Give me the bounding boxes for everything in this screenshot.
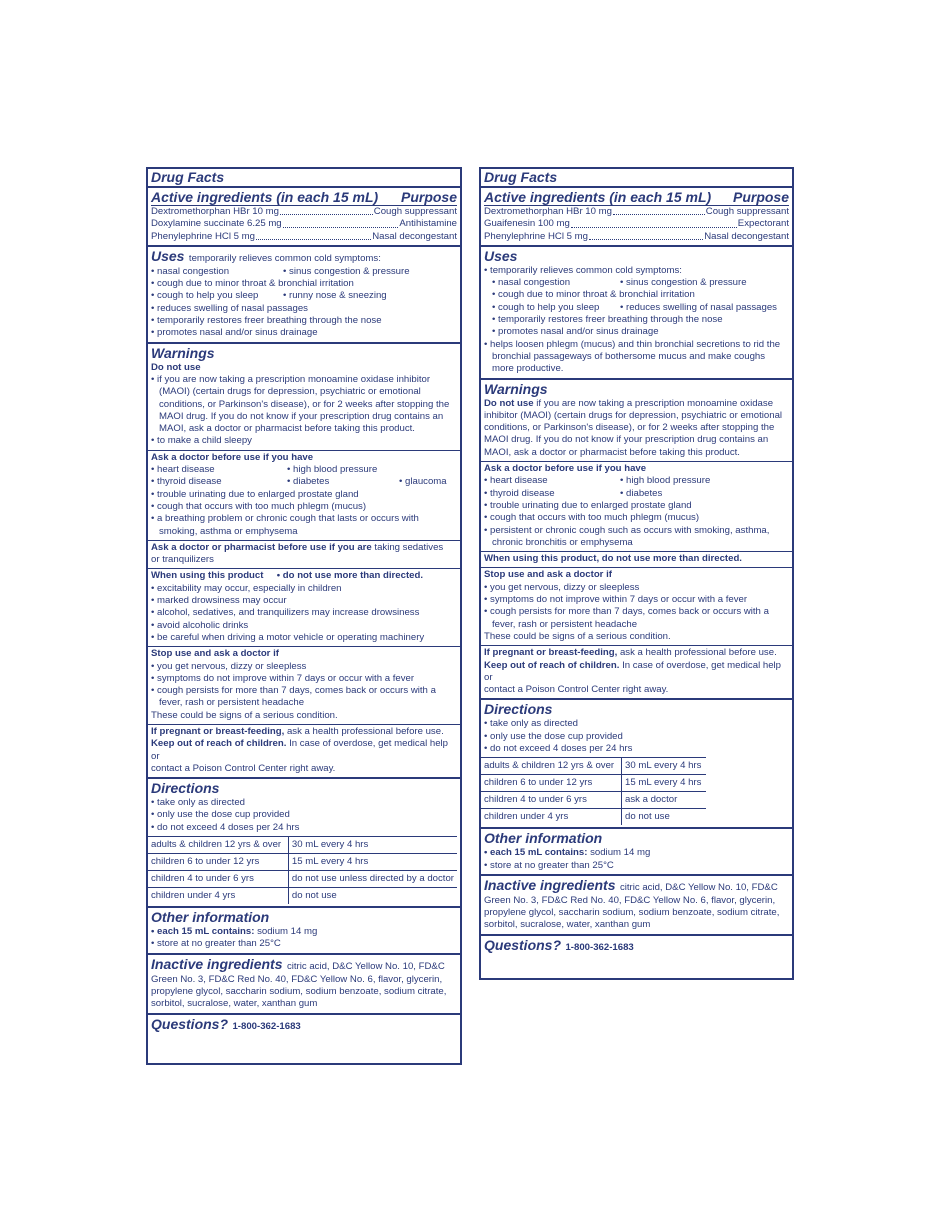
table-cell: 30 mL every 4 hrs — [288, 837, 457, 854]
list-item: • store at no greater than 25°C — [151, 938, 281, 950]
other-info-header: Other information — [151, 909, 270, 926]
questions-phone: 1-800-362-1683 — [232, 1020, 301, 1032]
list-item: • symptoms do not improve within 7 days or occur with a fever — [484, 594, 748, 606]
keep-out-text-2: contact a Poison Control Center right away. — [484, 684, 669, 696]
list-item: • cough persists for more than 7 days, comes back or occurs with a — [484, 606, 769, 618]
table-cell: children 4 to under 6 yrs — [481, 792, 622, 809]
directions-table — [481, 757, 706, 825]
ask-row — [151, 464, 457, 476]
inactive-section — [148, 955, 460, 1015]
list-item: • only use the dose cup provided — [151, 809, 290, 821]
title-section — [148, 169, 460, 188]
list-item: • promotes nasal and/or sinus drainage — [492, 326, 659, 338]
list-item: • cough due to minor throat & bronchial irritation — [492, 289, 695, 301]
list-item: • cough to help you sleep — [492, 301, 600, 313]
list-item: MAOI, ask a doctor or pharmacist before taking this product. — [159, 423, 415, 435]
list-item: • heart disease — [484, 475, 548, 487]
pregnancy-section — [148, 725, 460, 779]
questions-label: Questions? — [151, 1015, 229, 1032]
list-item: • do not exceed 4 doses per 24 hrs — [151, 821, 300, 833]
do-not-use-text: if you are now taking a prescription monoamine oxidase — [536, 397, 774, 409]
list-item: • be careful when driving a motor vehicle or operating machinery — [151, 631, 425, 643]
do-not-use-heading: Do not use — [151, 361, 201, 373]
do-not-use-text: conditions, or Parkinson's disease), or for 2 weeks after stopping the — [484, 422, 775, 434]
list-item: These could be signs of a serious condition. — [151, 709, 338, 721]
directions-header: Directions — [151, 780, 220, 797]
ask-doctor-section — [148, 451, 460, 541]
inactive-text: Green No. 3, FD&C Red No. 40, FD&C Yellow No. 6, flavor, glycerin, — [151, 973, 443, 985]
list-item: smoking, asthma or emphysema — [159, 525, 298, 537]
keep-out-heading: Keep out of reach of children. — [484, 659, 620, 671]
table-cell: children under 4 yrs — [148, 888, 288, 905]
uses-header: Uses — [484, 247, 518, 264]
list-item: • temporarily relieves common cold symptoms: — [484, 264, 682, 276]
list-item: • diabetes — [287, 476, 330, 488]
other-info-section — [481, 829, 792, 876]
ingredient-name: Dextromethorphan HBr 10 mg — [484, 206, 612, 217]
active-ingredients-label: Active ingredients (in each 15 mL) — [151, 189, 379, 205]
warnings-header: Warnings — [484, 380, 548, 397]
keep-out-heading: Keep out of reach of children. — [151, 738, 287, 750]
inactive-text: Green No. 3, FD&C Red No. 40, FD&C Yellow No. 6, flavor, glycerin, — [484, 894, 776, 906]
panel-title: Drug Facts — [151, 169, 225, 185]
ingredient-name: Guaifenesin 100 mg — [484, 218, 570, 230]
table-cell: children under 4 yrs — [481, 809, 622, 826]
ingredient-row — [151, 231, 457, 243]
uses-pair-row — [151, 266, 457, 278]
other-info-bold: • each 15 mL contains: — [484, 847, 588, 859]
purpose-label: Purpose — [400, 189, 457, 205]
when-using-heading-2: • do not use more than directed. — [276, 570, 423, 582]
list-item: • trouble urinating due to enlarged prostate gland — [484, 499, 692, 511]
list-item: MAOI drug. If you do not know if your prescription drug contains an — [159, 410, 444, 422]
list-item: • to make a child sleepy — [151, 435, 252, 447]
table-cell: children 6 to under 12 yrs — [148, 854, 288, 871]
stop-use-heading: Stop use and ask a doctor if — [151, 648, 279, 660]
list-item: • take only as directed — [484, 718, 579, 730]
keep-out-text: In case of overdose, get medical help or — [151, 738, 449, 762]
ingredient-name: Phenylephrine HCl 5 mg — [151, 230, 255, 242]
ingredient-purpose: Nasal decongestant — [704, 230, 789, 242]
ingredient-purpose: Antihistamine — [399, 218, 457, 230]
table-cell: do not use — [622, 809, 707, 826]
list-item: • glaucoma — [399, 476, 447, 488]
list-item: • marked drowsiness may occur — [151, 595, 287, 607]
list-item: • sinus congestion & pressure — [283, 265, 410, 277]
table-cell: 30 mL every 4 hrs — [622, 758, 707, 775]
active-ingredients-label: Active ingredients (in each 15 mL) — [484, 189, 712, 205]
list-item: • cough persists for more than 7 days, comes back or occurs with a — [151, 685, 436, 697]
active-ingredients-section — [148, 188, 460, 247]
list-item: fever, rash or persistent headache — [492, 618, 638, 630]
inactive-text: citric acid, D&C Yellow No. 10, FD&C — [619, 881, 778, 893]
directions-table — [148, 836, 457, 904]
other-info-text: sodium 14 mg — [257, 926, 318, 938]
list-item: • you get nervous, dizzy or sleepless — [484, 581, 640, 593]
inactive-header: Inactive ingredients — [484, 876, 616, 893]
active-ingredients-section — [481, 188, 792, 247]
list-item: • do not exceed 4 doses per 24 hrs — [484, 742, 633, 754]
table-row — [481, 792, 706, 809]
ask-doctor-heading: Ask a doctor before use if you have — [151, 451, 314, 463]
when-using-section — [148, 569, 460, 647]
list-item: • runny nose & sneezing — [283, 290, 387, 302]
list-item: • thyroid disease — [484, 487, 555, 499]
table-row — [148, 871, 457, 888]
table-row — [148, 837, 457, 854]
pregnancy-text: ask a health professional before use. — [286, 725, 444, 737]
list-item: • cough to help you sleep — [151, 290, 259, 302]
list-item: • trouble urinating due to enlarged prostate gland — [151, 488, 359, 500]
ask-pharmacist-text-2: or tranquilizers — [151, 554, 214, 566]
do-not-use-heading: Do not use — [484, 397, 534, 409]
table-cell: adults & children 12 yrs & over — [481, 758, 622, 775]
questions-section — [148, 1015, 460, 1036]
list-item: fever, rash or persistent headache — [159, 697, 305, 709]
ask-pharmacist-section — [148, 541, 460, 570]
list-item: • high blood pressure — [287, 464, 378, 476]
other-info-section — [148, 908, 460, 955]
when-using-section — [481, 552, 792, 568]
ask-row — [484, 475, 789, 487]
list-item: • reduces swelling of nasal passages — [151, 302, 308, 314]
table-cell: do not use — [288, 888, 457, 905]
title-section — [481, 169, 792, 188]
ask-row — [151, 476, 457, 488]
drug-facts-panel-right — [479, 167, 794, 980]
active-ingredients-header — [151, 189, 457, 206]
inactive-text: sorbitol, sucralose, water, xanthan gum — [151, 998, 318, 1010]
table-row — [481, 758, 706, 775]
list-item: • cough due to minor throat & bronchial irritation — [151, 278, 354, 290]
list-item: • high blood pressure — [620, 475, 711, 487]
pregnancy-section — [481, 646, 792, 700]
ingredient-row — [151, 218, 457, 230]
table-cell: 15 mL every 4 hrs — [622, 775, 707, 792]
active-ingredients-header — [484, 189, 789, 206]
list-item: • thyroid disease — [151, 476, 222, 488]
ask-pharmacist-text: taking sedatives — [374, 541, 444, 553]
list-item: • if you are now taking a prescription monoamine oxidase inhibitor — [151, 373, 431, 385]
list-item: • sinus congestion & pressure — [620, 277, 747, 289]
list-item: • excitability may occur, especially in children — [151, 582, 342, 594]
uses-pair-row — [484, 277, 789, 289]
directions-section — [148, 779, 460, 908]
inactive-text: sorbitol, sucralose, water, xanthan gum — [484, 919, 651, 931]
list-item: • nasal congestion — [492, 277, 571, 289]
list-item: (MAOI) (certain drugs for depression, psychiatric or emotional — [159, 386, 421, 398]
list-item: conditions, or Parkinson's disease), or for 2 weeks after stopping the — [159, 398, 450, 410]
uses-header: Uses — [151, 247, 185, 264]
list-item: • store at no greater than 25°C — [484, 859, 614, 871]
table-cell: do not use unless directed by a doctor — [288, 871, 457, 888]
ingredient-purpose: Expectorant — [737, 218, 789, 230]
ask-pharmacist-heading: Ask a doctor or pharmacist before use if you are — [151, 541, 372, 553]
ingredient-purpose: Nasal decongestant — [372, 230, 457, 242]
ingredient-row — [151, 206, 457, 218]
ingredient-name: Dextromethorphan HBr 10 mg — [151, 206, 279, 217]
ask-row — [484, 488, 789, 500]
list-item: • symptoms do not improve within 7 days or occur with a fever — [151, 672, 415, 684]
table-row — [481, 775, 706, 792]
list-item: • helps loosen phlegm (mucus) and thin bronchial secretions to rid the — [484, 338, 781, 350]
when-using-heading: When using this product, do not use more than directed. — [484, 553, 742, 565]
directions-section — [481, 700, 792, 829]
table-cell: children 4 to under 6 yrs — [148, 871, 288, 888]
uses-pair-row — [151, 290, 457, 302]
table-row — [148, 888, 457, 905]
table-cell: ask a doctor — [622, 792, 707, 809]
list-item: • a breathing problem or chronic cough that lasts or occurs with — [151, 513, 419, 525]
keep-out-text-2: contact a Poison Control Center right away. — [151, 762, 336, 774]
list-item: • take only as directed — [151, 797, 246, 809]
do-not-use-text: inhibitor (MAOI) (certain drugs for depression, psychiatric or emotional — [484, 409, 783, 421]
table-row — [481, 809, 706, 826]
do-not-use-text: MAOI drug. If you do not know if your prescription drug contains an — [484, 434, 769, 446]
keep-out-text: In case of overdose, get medical help or — [484, 659, 782, 683]
list-item: chronic bronchitis or emphysema — [492, 536, 633, 548]
inactive-text: propylene glycol, saccharin sodium, sodium benzoate, sodium citrate, — [484, 907, 780, 919]
list-item: • you get nervous, dizzy or sleepless — [151, 660, 307, 672]
ask-doctor-section — [481, 462, 792, 552]
do-not-use-text: MAOI, ask a doctor or pharmacist before taking this product. — [484, 446, 740, 458]
other-info-bold: • each 15 mL contains: — [151, 926, 255, 938]
list-item: • temporarily restores freer breathing through the nose — [151, 315, 382, 327]
table-cell: 15 mL every 4 hrs — [288, 854, 457, 871]
uses-intro: temporarily relieves common cold symptoms: — [188, 252, 381, 264]
questions-label: Questions? — [484, 936, 562, 953]
inactive-header: Inactive ingredients — [151, 955, 283, 972]
other-info-header: Other information — [484, 830, 603, 847]
list-item: • nasal congestion — [151, 265, 230, 277]
stop-use-heading: Stop use and ask a doctor if — [484, 569, 612, 581]
list-item: These could be signs of a serious condition. — [484, 630, 671, 642]
questions-section — [481, 936, 792, 957]
list-item: • alcohol, sedatives, and tranquilizers may increase drowsiness — [151, 607, 420, 619]
uses-section — [148, 247, 460, 344]
when-using-heading: When using this product — [151, 570, 264, 582]
list-item: more productive. — [492, 363, 564, 375]
ingredient-row — [484, 218, 789, 230]
inactive-section — [481, 876, 792, 936]
stop-use-section — [148, 647, 460, 725]
panel-title: Drug Facts — [484, 169, 558, 185]
list-item: • temporarily restores freer breathing through the nose — [492, 314, 723, 326]
warnings-section — [148, 344, 460, 451]
stop-use-section — [481, 568, 792, 646]
uses-section — [481, 247, 792, 380]
inactive-text: citric acid, D&C Yellow No. 10, FD&C — [286, 960, 445, 972]
drug-facts-panel-left — [146, 167, 462, 1065]
list-item: • avoid alcoholic drinks — [151, 619, 249, 631]
ask-doctor-heading: Ask a doctor before use if you have — [484, 463, 647, 475]
ingredient-name: Phenylephrine HCl 5 mg — [484, 230, 588, 242]
list-item: • persistent or chronic cough such as occurs with smoking, asthma, — [484, 524, 770, 536]
warnings-header: Warnings — [151, 344, 215, 361]
list-item: • only use the dose cup provided — [484, 730, 623, 742]
list-item: • reduces swelling of nasal passages — [620, 301, 777, 313]
table-cell: adults & children 12 yrs & over — [148, 837, 288, 854]
questions-phone: 1-800-362-1683 — [565, 941, 634, 953]
ingredient-row — [484, 231, 789, 243]
list-item: • promotes nasal and/or sinus drainage — [151, 327, 318, 339]
pregnancy-heading: If pregnant or breast-feeding, — [484, 647, 618, 659]
list-item: • cough that occurs with too much phlegm (mucus) — [484, 512, 700, 524]
inactive-text: propylene glycol, saccharin sodium, sodium benzoate, sodium citrate, — [151, 985, 447, 997]
ingredient-row — [484, 206, 789, 218]
list-item: • diabetes — [620, 487, 663, 499]
warnings-section — [481, 380, 792, 462]
purpose-label: Purpose — [732, 189, 789, 205]
list-item: bronchial passageways of bothersome mucus and make coughs — [492, 350, 766, 362]
ingredient-purpose: Cough suppressant — [705, 206, 789, 217]
pregnancy-heading: If pregnant or breast-feeding, — [151, 725, 285, 737]
other-info-text: sodium 14 mg — [590, 847, 651, 859]
list-item: • heart disease — [151, 464, 215, 476]
ingredient-purpose: Cough suppressant — [373, 206, 457, 217]
directions-header: Directions — [484, 701, 553, 718]
pregnancy-text: ask a health professional before use. — [619, 647, 777, 659]
table-cell: children 6 to under 12 yrs — [481, 775, 622, 792]
list-item: • cough that occurs with too much phlegm (mucus) — [151, 500, 367, 512]
table-row — [148, 854, 457, 871]
uses-pair-row — [484, 302, 789, 314]
ingredient-name: Doxylamine succinate 6.25 mg — [151, 218, 282, 230]
